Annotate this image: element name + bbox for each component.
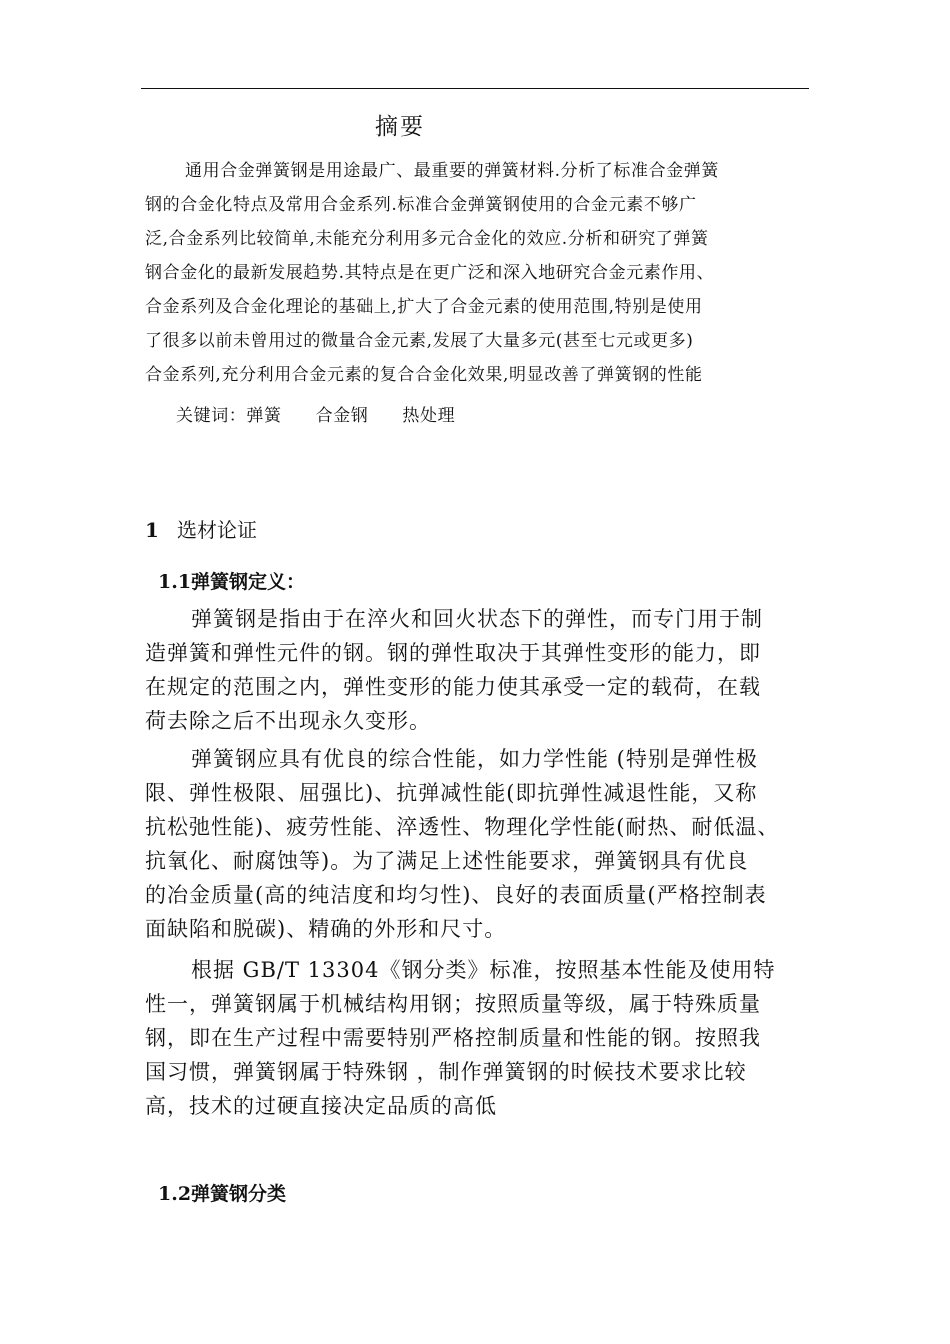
paragraph-line: 限、弹性极限、屈强比)、抗弹减性能(即抗弹性减退性能，又称 xyxy=(145,781,758,805)
body-paragraph xyxy=(145,953,807,1123)
header-rule xyxy=(141,88,809,89)
paragraph-line: 的冶金质量(高的纯洁度和均匀性)、良好的表面质量(严格控制表 xyxy=(145,883,767,907)
abstract-line: 合金系列,充分利用合金元素的复合合金化效果,明显改善了弹簧钢的性能 xyxy=(145,365,703,385)
paragraph-line: 抗松弛性能)、疲劳性能、淬透性、物理化学性能(耐热、耐低温、 xyxy=(145,815,780,839)
section-heading xyxy=(145,514,257,546)
abstract-line: 通用合金弹簧钢是用途最广、最重要的弹簧材料.分析了标准合金弹簧 xyxy=(185,161,720,181)
abstract-line: 钢合金化的最新发展趋势.其特点是在更广泛和深入地研究合金元素作用、 xyxy=(145,263,715,283)
subsection-heading: 1.2弹簧钢分类 xyxy=(158,1183,287,1205)
paragraph-line: 造弹簧和弹性元件的钢。钢的弹性取决于其弹性变形的能力，即 xyxy=(145,641,761,665)
section-number: 1 xyxy=(145,518,159,542)
abstract-line: 钢的合金化特点及常用合金系列.标准合金弹簧钢使用的合金元素不够广 xyxy=(145,195,697,215)
keyword: 热处理 xyxy=(402,406,456,426)
keywords-line xyxy=(176,401,455,431)
abstract-line: 合金系列及合金化理论的基础上,扩大了合金元素的使用范围,特别是使用 xyxy=(145,297,703,317)
paragraph-line: 弹簧钢是指由于在淬火和回火状态下的弹性，而专门用于制 xyxy=(191,607,763,631)
paragraph-line: 面缺陷和脱碳)、精确的外形和尺寸。 xyxy=(145,917,507,941)
body-paragraph xyxy=(145,742,807,946)
paragraph-line: 抗氧化、耐腐蚀等)。为了满足上述性能要求，弹簧钢具有优良 xyxy=(145,849,749,873)
paragraph-line: 高，技术的过硬直接决定品质的高低 xyxy=(145,1094,497,1118)
keyword: 弹簧 xyxy=(246,406,282,426)
paragraph-line: 钢，即在生产过程中需要特别严格控制质量和性能的钢。按照我 xyxy=(145,1026,761,1050)
paragraph-line: 在规定的范围之内，弹性变形的能力使其承受一定的载荷，在载 xyxy=(145,675,761,699)
paragraph-line: 根据 GB/T 13304《钢分类》标准，按照基本性能及使用特 xyxy=(191,958,776,982)
abstract-line: 泛,合金系列比较简单,未能充分利用多元合金化的效应.分析和研究了弹簧 xyxy=(145,229,709,249)
paragraph-line: 国习惯，弹簧钢属于特殊钢 ，制作弹簧钢的时候技术要求比较 xyxy=(145,1060,747,1084)
paragraph-line: 荷去除之后不出现永久变形。 xyxy=(145,709,431,733)
body-paragraph xyxy=(145,602,807,738)
subsection-heading: 1.1弹簧钢定义： xyxy=(158,571,306,593)
section-title: 选材论证 xyxy=(177,518,257,542)
keywords-label: 关键词： xyxy=(176,406,247,426)
paragraph-line: 弹簧钢应具有优良的综合性能，如力学性能 (特别是弹性极 xyxy=(191,747,758,771)
abstract-body xyxy=(145,154,810,392)
abstract-line: 了很多以前未曾用过的微量合金元素,发展了大量多元(甚至七元或更多) xyxy=(145,331,694,351)
abstract-title: 摘要 xyxy=(375,114,425,140)
paragraph-line: 性一，弹簧钢属于机械结构用钢；按照质量等级，属于特殊质量 xyxy=(145,992,761,1016)
keyword: 合金钢 xyxy=(315,406,369,426)
